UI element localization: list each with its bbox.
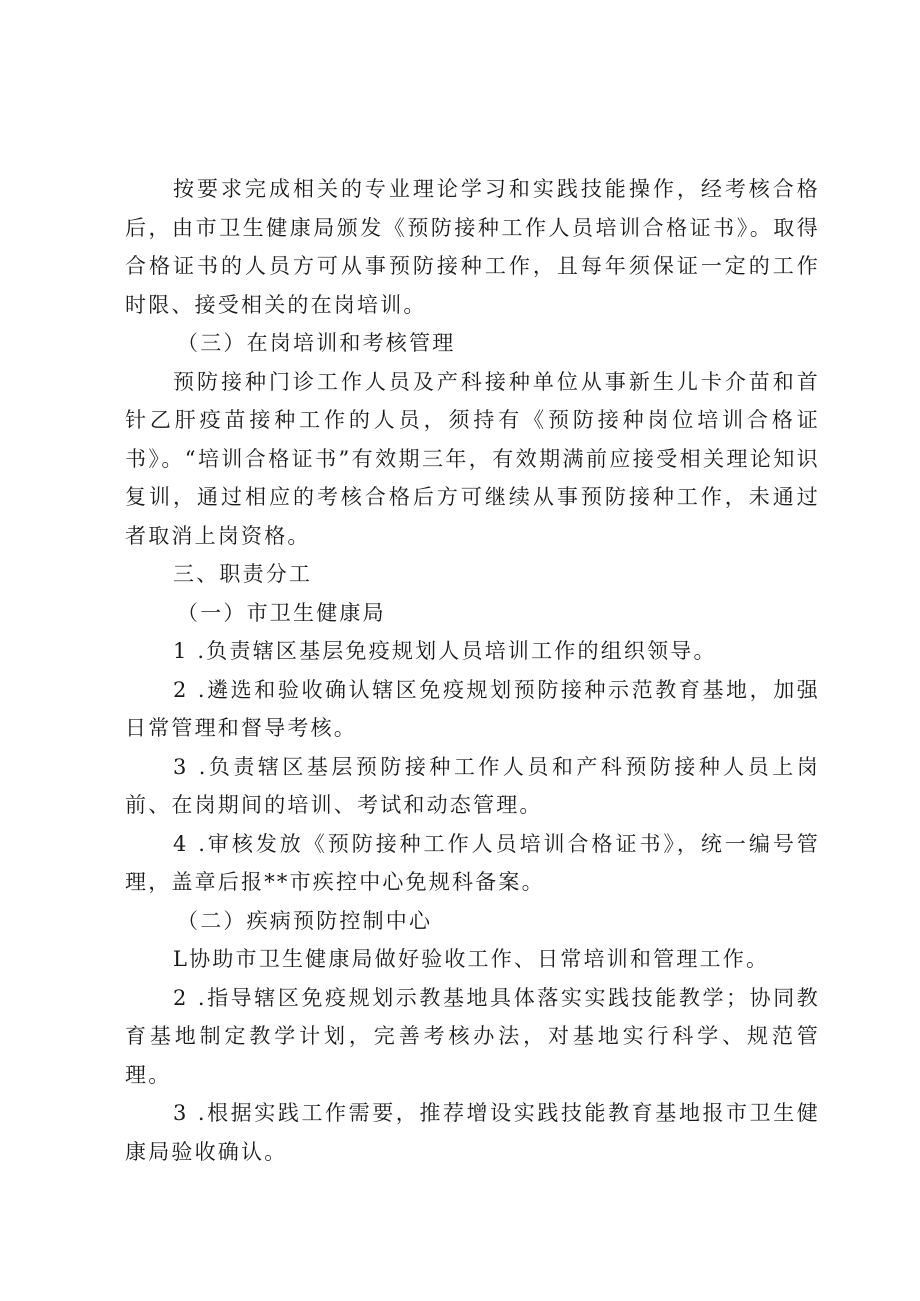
section-heading-responsibilities: 三、职责分工	[173, 562, 313, 586]
list-item-cdc-3: 3 .根据实践工作需要，推荐增设实践技能教育基地报市卫生健康局验收确认。	[125, 1101, 820, 1164]
document-body	[125, 170, 820, 1171]
list-item-bureau-4: 4 .审核发放《预防接种工作人员培训合格证书》，统一编号管理，盖章后报**市疾控中心免规科备案。	[125, 831, 820, 894]
list-item-cdc-2: 2 .指导辖区免疫规划示教基地具体落实实践技能教学；协同教育基地制定教学计划，完善考核办法，对基地实行科学、规范管理。	[125, 985, 820, 1087]
paragraph-onjob-training: 预防接种门诊工作人员及产科接种单位从事新生儿卡介苗和首针乙肝疫苗接种工作的人员，须持有《预防接种岗位培训合格证书》。“培训合格证书”有效期三年，有效期满前应接受相关理论知识复训，通过相应的考核合格后方可继续从事预防接种工作，未通过者取消上岗资格。	[125, 369, 820, 548]
paragraph-certificate-requirements: 按要求完成相关的专业理论学习和实践技能操作，经考核合格后，由市卫生健康局颁发《预防接种工作人员培训合格证书》。取得合格证书的人员方可从事预防接种工作，且每年须保证一定的工作时限、接受相关的在岗培训。	[125, 177, 820, 317]
list-item-bureau-1: 1 .负责辖区基层免疫规划人员培训工作的组织领导。	[173, 639, 717, 663]
section-heading-health-bureau: （一）市卫生健康局	[177, 600, 386, 625]
list-item-bureau-3: 3 .负责辖区基层预防接种工作人员和产科预防接种人员上岗前、在岗期间的培训、考试和动态管理。	[125, 754, 820, 817]
section-heading-onjob-training: （三）在岗培训和考核管理	[177, 331, 456, 355]
list-item-bureau-2: 2 .遴选和验收确认辖区免疫规划预防接种示范教育基地，加强日常管理和督导考核。	[125, 677, 820, 740]
section-heading-cdc: （二）疾病预防控制中心	[177, 908, 433, 933]
list-item-cdc-1: L协助市卫生健康局做好验收工作、日常培训和管理工作。	[173, 947, 770, 971]
